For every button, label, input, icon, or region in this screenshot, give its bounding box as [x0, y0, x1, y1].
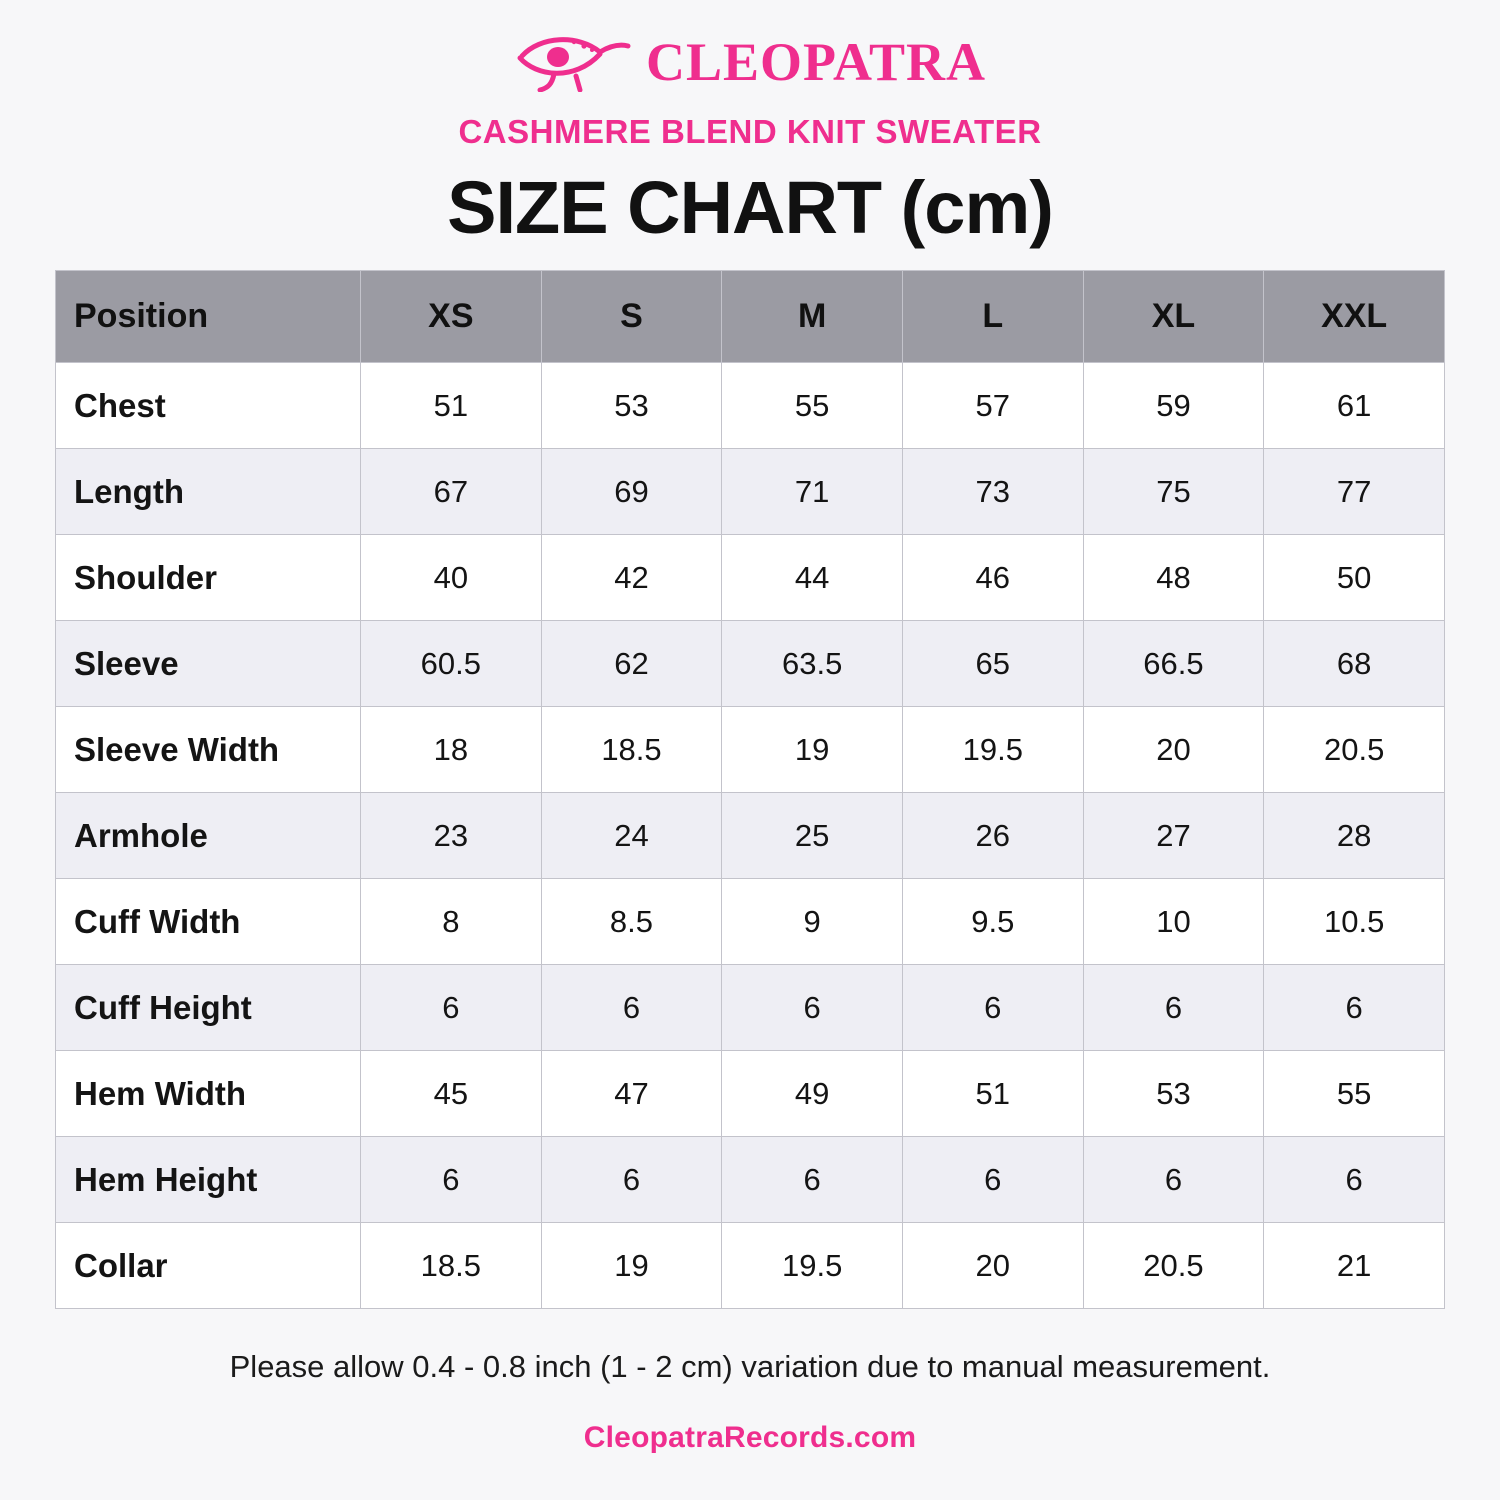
row-label: Hem Width: [56, 1051, 361, 1137]
row-label: Cuff Width: [56, 879, 361, 965]
column-header-position: Position: [56, 271, 361, 363]
cell: 26: [902, 793, 1083, 879]
cell: 6: [541, 1137, 722, 1223]
cell: 53: [541, 363, 722, 449]
cell: 51: [902, 1051, 1083, 1137]
cell: 68: [1264, 621, 1445, 707]
cell: 6: [1264, 1137, 1445, 1223]
table-body: [56, 363, 1445, 1309]
cell: 6: [902, 1137, 1083, 1223]
cell: 42: [541, 535, 722, 621]
cell: 10.5: [1264, 879, 1445, 965]
cell: 61: [1264, 363, 1445, 449]
cell: 49: [722, 1051, 903, 1137]
cell: 55: [1264, 1051, 1445, 1137]
cell: 27: [1083, 793, 1264, 879]
cell: 59: [1083, 363, 1264, 449]
cell: 73: [902, 449, 1083, 535]
measurement-note: Please allow 0.4 - 0.8 inch (1 - 2 cm) variation due to manual measurement.: [229, 1349, 1271, 1384]
cell: 8: [361, 879, 542, 965]
cell: 6: [1264, 965, 1445, 1051]
eye-of-horus-icon: [514, 26, 632, 97]
size-table-wrapper: [55, 270, 1445, 1309]
cell: 25: [722, 793, 903, 879]
cell: 55: [722, 363, 903, 449]
cell: 10: [1083, 879, 1264, 965]
row-label: Chest: [56, 363, 361, 449]
cell: 6: [1083, 965, 1264, 1051]
brand-name: CLEOPATRA: [645, 31, 986, 92]
cell: 20.5: [1264, 707, 1445, 793]
cell: 18: [361, 707, 542, 793]
row-label: Length: [56, 449, 361, 535]
cell: 23: [361, 793, 542, 879]
brand-header: [514, 26, 986, 97]
row-label: Sleeve: [56, 621, 361, 707]
table-row: [56, 535, 1445, 621]
cell: 50: [1264, 535, 1445, 621]
cell: 66.5: [1083, 621, 1264, 707]
column-header-m: M: [722, 271, 903, 363]
cell: 20.5: [1083, 1223, 1264, 1309]
cell: 19.5: [902, 707, 1083, 793]
cell: 71: [722, 449, 903, 535]
column-header-l: L: [902, 271, 1083, 363]
cell: 20: [902, 1223, 1083, 1309]
cell: 6: [722, 965, 903, 1051]
cell: 46: [902, 535, 1083, 621]
row-label: Cuff Height: [56, 965, 361, 1051]
table-header-row: [56, 271, 1445, 363]
cell: 19.5: [722, 1223, 903, 1309]
table-row: [56, 1223, 1445, 1309]
table-header: [56, 271, 1445, 363]
column-header-s: S: [541, 271, 722, 363]
table-row: [56, 449, 1445, 535]
cell: 65: [902, 621, 1083, 707]
cell: 6: [902, 965, 1083, 1051]
cell: 69: [541, 449, 722, 535]
cell: 48: [1083, 535, 1264, 621]
row-label: Shoulder: [56, 535, 361, 621]
cell: 8.5: [541, 879, 722, 965]
table-row: [56, 1051, 1445, 1137]
cell: 20: [1083, 707, 1264, 793]
cell: 62: [541, 621, 722, 707]
column-header-xl: XL: [1083, 271, 1264, 363]
table-row: [56, 879, 1445, 965]
page-title: SIZE CHART (cm): [447, 166, 1053, 249]
cell: 28: [1264, 793, 1445, 879]
cell: 24: [541, 793, 722, 879]
cell: 19: [722, 707, 903, 793]
cell: 21: [1264, 1223, 1445, 1309]
table-row: [56, 965, 1445, 1051]
table-row: [56, 707, 1445, 793]
cell: 60.5: [361, 621, 542, 707]
cell: 6: [722, 1137, 903, 1223]
table-row: [56, 793, 1445, 879]
cell: 77: [1264, 449, 1445, 535]
website-link[interactable]: CleopatraRecords.com: [583, 1421, 917, 1454]
cell: 18.5: [361, 1223, 542, 1309]
cell: 6: [361, 965, 542, 1051]
cell: 44: [722, 535, 903, 621]
row-label: Hem Height: [56, 1137, 361, 1223]
cell: 47: [541, 1051, 722, 1137]
cell: 9: [722, 879, 903, 965]
table-row: [56, 621, 1445, 707]
cell: 67: [361, 449, 542, 535]
table-row: [56, 1137, 1445, 1223]
row-label: Sleeve Width: [56, 707, 361, 793]
cell: 57: [902, 363, 1083, 449]
cell: 18.5: [541, 707, 722, 793]
row-label: Collar: [56, 1223, 361, 1309]
cell: 63.5: [722, 621, 903, 707]
row-label: Armhole: [56, 793, 361, 879]
cell: 19: [541, 1223, 722, 1309]
cell: 45: [361, 1051, 542, 1137]
cell: 6: [1083, 1137, 1264, 1223]
cell: 75: [1083, 449, 1264, 535]
column-header-xxl: XXL: [1264, 271, 1445, 363]
column-header-xs: XS: [361, 271, 542, 363]
product-line: CASHMERE BLEND KNIT SWEATER: [458, 113, 1042, 150]
table-row: [56, 363, 1445, 449]
cell: 6: [541, 965, 722, 1051]
size-chart-table: [55, 270, 1445, 1309]
cell: 9.5: [902, 879, 1083, 965]
cell: 51: [361, 363, 542, 449]
cell: 40: [361, 535, 542, 621]
cell: 6: [361, 1137, 542, 1223]
cell: 53: [1083, 1051, 1264, 1137]
